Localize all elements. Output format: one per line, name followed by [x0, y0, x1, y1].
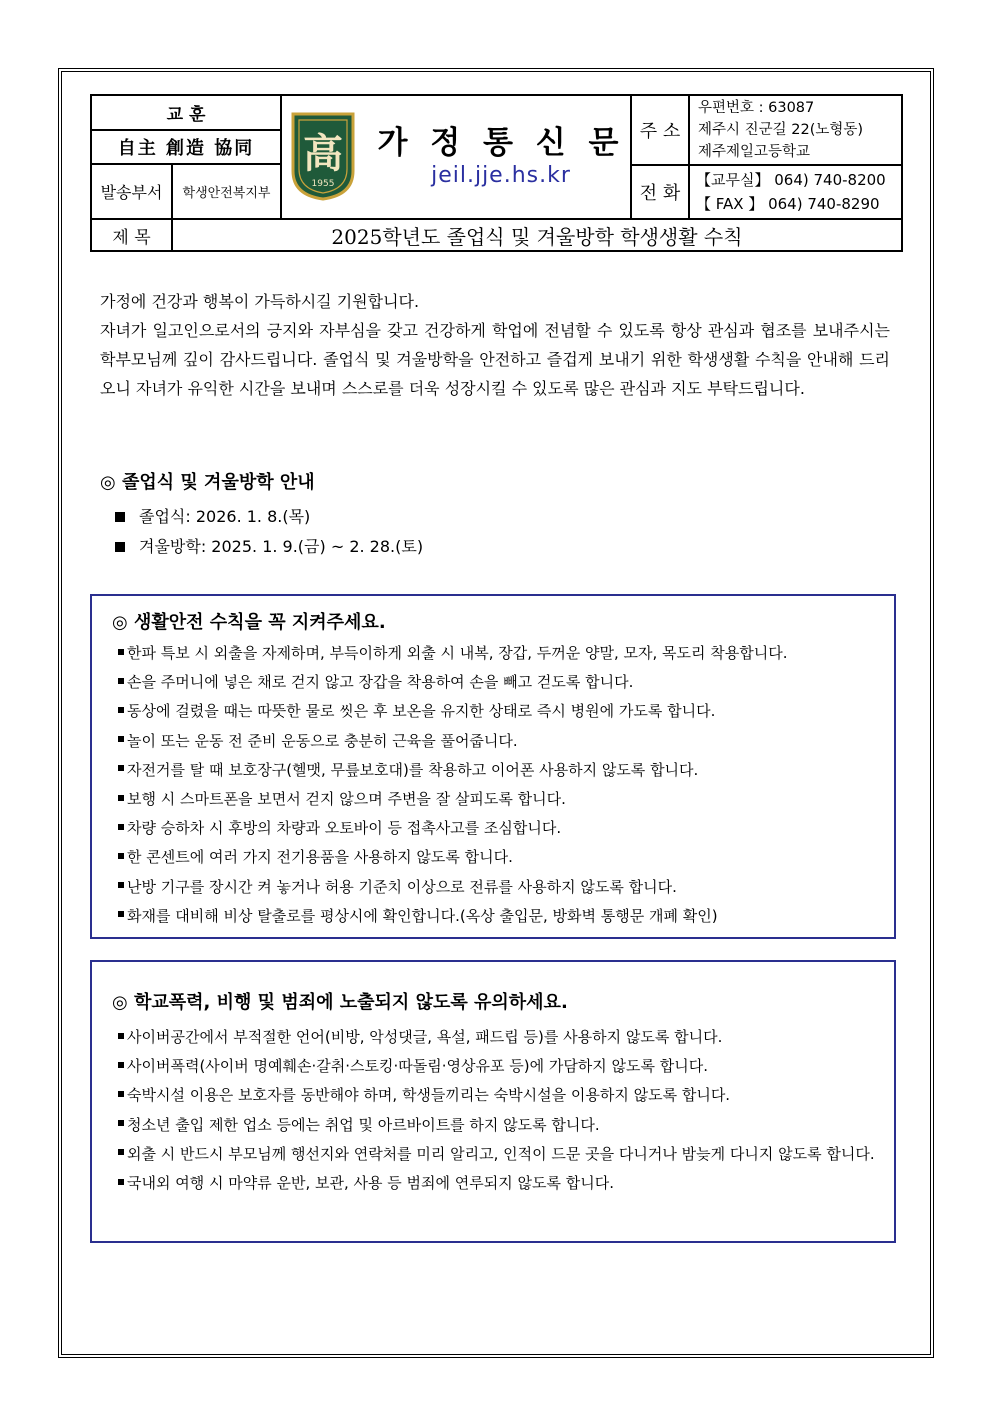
violence-list: [118, 1023, 884, 1198]
bullet-icon: [118, 765, 124, 771]
list-item: 숙박시설 이용은 보호자를 동반해야 하며, 학생들끼리는 숙박시설을 이용하지 않도록 합니다.: [118, 1081, 884, 1110]
intro-paragraph: 자녀가 일고인으로서의 긍지와 자부심을 갖고 건강하게 학업에 전념할 수 있도록 항상 관심과 협조를 보내주시는 학부모님께 깊이 감사드립니다. 졸업식 및 겨울방학을 안전하고 즐겁게 보내기 위한 학생생활 수칙을 안내해 드리오니 자녀가 유익한 시간을 보내며 스스로를 더욱 성장시킬 수 있도록 많은 관심과 지도 부탁드립니다.: [100, 321, 890, 398]
list-item: 난방 기구를 장시간 켜 놓거나 허용 기준치 이상으로 전류를 사용하지 않도록 합니다.: [118, 873, 884, 902]
square-bullet-icon: [115, 512, 125, 522]
bullet-icon: [118, 707, 124, 713]
bullet-icon: [118, 1120, 124, 1126]
safety-rules-box: [90, 594, 896, 939]
bullet-icon: [118, 649, 124, 655]
safety-list: [118, 639, 884, 931]
bullet-icon: [118, 678, 124, 684]
bullet-icon: [118, 1091, 124, 1097]
address-line: 제주제일고등학교: [698, 144, 811, 160]
dept-label: 발송부서: [91, 164, 172, 219]
newsletter-title: 가 정 통 신 문: [377, 125, 625, 161]
intro-text: [100, 287, 890, 403]
list-item: 청소년 출입 제한 업소 등에는 취업 및 아르바이트를 하지 않도록 합니다.: [118, 1111, 884, 1140]
square-bullet-icon: [115, 542, 125, 552]
list-item: 동상에 걸렸을 때는 따뜻한 물로 씻은 후 보온을 유지한 상태로 즉시 병원에 가도록 합니다.: [118, 697, 884, 726]
phone-line: 【교무실】 064) 740-8200: [696, 171, 886, 189]
motto-label: 교 훈: [91, 95, 281, 130]
list-item: 졸업식: 2026. 1. 8.(목): [115, 502, 423, 532]
subject: 2025학년도 졸업식 및 겨울방학 학생생활 수칙: [172, 219, 902, 251]
violence-title: ◎ 학교폭력, 비행 및 범죄에 노출되지 않도록 유의하세요.: [112, 992, 568, 1013]
phone: [689, 165, 902, 219]
schedule-list: [115, 502, 423, 562]
bullet-icon: [118, 795, 124, 801]
list-item: 한파 특보 시 외출을 자제하며, 부득이하게 외출 시 내복, 장갑, 두꺼운 양말, 모자, 목도리 착용합니다.: [118, 639, 884, 668]
list-item: 손을 주머니에 넣은 채로 걷지 않고 장갑을 착용하여 손을 빼고 걷도록 합니다.: [118, 668, 884, 697]
list-item: 보행 시 스마트폰을 보면서 걷지 않으며 주변을 잘 살피도록 합니다.: [118, 785, 884, 814]
list-item: 사이버폭력(사이버 명예훼손·갈취·스토킹·따돌림·영상유포 등)에 가담하지 않도록 합니다.: [118, 1052, 884, 1081]
list-item: 자전거를 탈 때 보호장구(헬맷, 무릎보호대)를 착용하고 이어폰 사용하지 않도록 합니다.: [118, 756, 884, 785]
website-link[interactable]: jeil.jje.hs.kr: [431, 163, 571, 188]
address-label: 주 소: [631, 95, 689, 165]
logo-year: 1955: [311, 179, 335, 189]
address: [689, 95, 902, 165]
bullet-icon: [118, 911, 124, 917]
violence-prevention-box: [90, 960, 896, 1243]
list-item: 겨울방학: 2025. 1. 9.(금) ~ 2. 28.(토): [115, 532, 423, 562]
motto: 自主 創造 協同: [91, 130, 281, 164]
intro-paragraph: 가정에 건강과 행복이 가득하시길 기원합니다.: [100, 292, 420, 311]
schedule-title: ◎ 졸업식 및 겨울방학 안내: [100, 472, 315, 493]
list-item: 놀이 또는 운동 전 준비 운동으로 충분히 근육을 풀어줍니다.: [118, 727, 884, 756]
logo-char: 高: [303, 130, 343, 177]
subject-label: 제 목: [91, 219, 172, 251]
letterhead-table: [90, 94, 903, 252]
list-item: 한 콘센트에 여러 가지 전기용품을 사용하지 않도록 합니다.: [118, 843, 884, 872]
phone-label: 전 화: [631, 165, 689, 219]
address-line: 우편번호 : 63087: [698, 100, 815, 116]
list-item: 사이버공간에서 부적절한 언어(비방, 악성댓글, 욕설, 패드립 등)를 사용하지 않도록 합니다.: [118, 1023, 884, 1052]
address-line: 제주시 진군길 22(노형동): [698, 122, 864, 138]
bullet-icon: [118, 736, 124, 742]
bullet-icon: [118, 853, 124, 859]
safety-title: ◎ 생활안전 수칙을 꼭 지켜주세요.: [112, 612, 386, 633]
bullet-icon: [118, 1033, 124, 1039]
bullet-icon: [118, 1062, 124, 1068]
list-item: 외출 시 반드시 부모님께 행선지와 연락처를 미리 알리고, 인적이 드문 곳을 다니거나 밤늦게 다니지 않도록 합니다.: [118, 1140, 884, 1169]
list-item: 화재를 대비해 비상 탈출로를 평상시에 확인합니다.(옥상 출입문, 방화벽 통행문 개폐 확인): [118, 902, 884, 931]
school-logo-icon: [290, 111, 356, 201]
list-item: 국내외 여행 시 마약류 운반, 보관, 사용 등 범죄에 연루되지 않도록 합니다.: [118, 1169, 884, 1198]
list-item: 차량 승하차 시 후방의 차량과 오토바이 등 접촉사고를 조심합니다.: [118, 814, 884, 843]
bullet-icon: [118, 824, 124, 830]
bullet-icon: [118, 1179, 124, 1185]
phone-line: 【 FAX 】 064) 740-8290: [696, 195, 880, 213]
dept-name: 학생안전복지부: [172, 164, 281, 219]
bullet-icon: [118, 1149, 124, 1155]
bullet-icon: [118, 882, 124, 888]
